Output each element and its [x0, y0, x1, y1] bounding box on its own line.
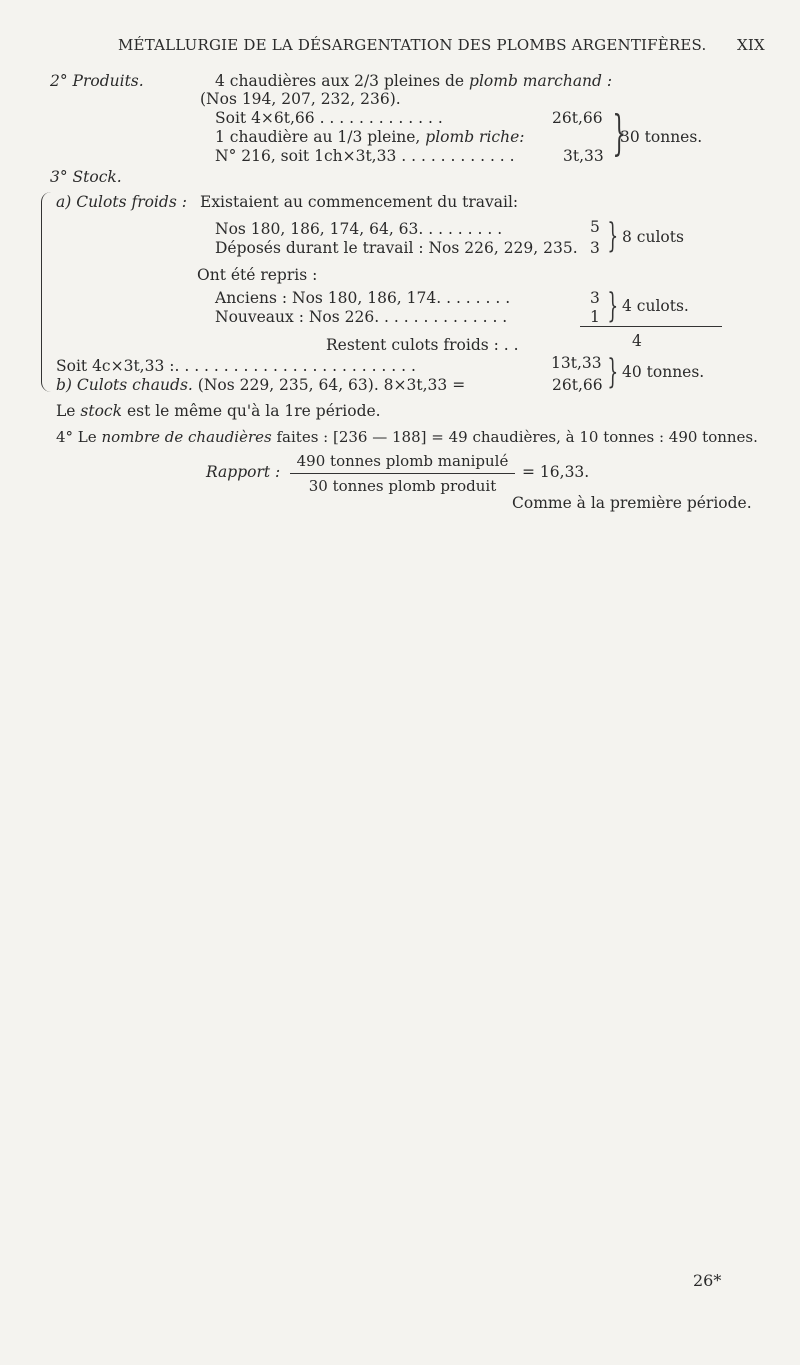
- rapport-numerator: 490 tonnes plomb manipulé: [296, 452, 509, 470]
- products-line3: Soit 4×6t,66 . . . . . . . . . . . . .: [215, 109, 443, 127]
- hot-value: 26t,66: [552, 376, 603, 394]
- stock-note-italic: stock: [80, 402, 122, 420]
- cold-row2-value: 3: [590, 239, 600, 257]
- stock-note: [56, 402, 381, 420]
- products-line5: N° 216, soit 1ch×3t,33 . . . . . . . . . . . .: [215, 147, 515, 165]
- hot-culots-line: [56, 376, 465, 394]
- group3-brace: }: [607, 352, 619, 392]
- stock-note-pre: Le: [56, 402, 76, 420]
- stock-left-brace: [41, 192, 52, 392]
- soit-line: Soit 4c×3t,33 :. . . . . . . . . . . . . . . . . . . . . . . . .: [56, 357, 416, 375]
- cold-row3-value: 3: [590, 289, 600, 307]
- fraction-bar: [290, 473, 515, 474]
- boilers-line: [56, 428, 758, 446]
- products-brace: }: [612, 105, 627, 161]
- cold-row1: Nos 180, 186, 174, 64, 63. . . . . . . . .: [215, 220, 503, 238]
- section-products-label: 2° Produits.: [50, 72, 144, 90]
- hot-culots-detail: (Nos 229, 235, 64, 63). 8×3t,33 =: [197, 376, 466, 394]
- products-line4-text: 1 chaudière au 1/3 pleine,: [215, 128, 421, 146]
- subtraction-rule: [580, 326, 722, 327]
- products-line3-value: 26t,66: [552, 109, 603, 127]
- group2-total: 4 culots.: [622, 297, 689, 315]
- products-line4-italic: plomb riche:: [425, 128, 525, 146]
- hot-culots-label: b) Culots chauds.: [56, 376, 193, 394]
- boilers-pre: 4° Le: [56, 428, 97, 446]
- cold-row3: Anciens : Nos 180, 186, 174. . . . . . . .: [215, 289, 511, 307]
- cold-row2: Déposés durant le travail : Nos 226, 229, 235.: [215, 239, 578, 257]
- products-line5-value: 3t,33: [563, 147, 604, 165]
- section-stock-label: 3° Stock.: [50, 168, 122, 186]
- restent-value: 4: [632, 332, 642, 350]
- soit-value: 13t,33: [551, 354, 602, 372]
- products-line1-italic: plomb marchand :: [469, 72, 613, 90]
- restent-label: Restent culots froids : . .: [326, 336, 519, 354]
- running-header: MÉTALLURGIE DE LA DÉSARGENTATION DES PLOMBS ARGENTIFÈRES.: [118, 36, 707, 54]
- rapport-label: Rapport :: [206, 463, 281, 481]
- repris-label: Ont été repris :: [197, 266, 318, 284]
- group3-total: 40 tonnes.: [622, 363, 705, 381]
- boilers-italic: nombre de chaudières: [101, 428, 272, 446]
- rapport-denominator: 30 tonnes plomb produit: [308, 477, 497, 495]
- signature-mark: 26*: [693, 1271, 722, 1290]
- products-total: 30 tonnes.: [620, 128, 703, 146]
- group1-brace: }: [607, 216, 619, 256]
- page-number: XIX: [737, 36, 765, 54]
- boilers-post: faites : [236 — 188] = 49 chaudières, à 10 tonnes : 490 tonnes.: [276, 428, 758, 446]
- cold-culots-label: a) Culots froids :: [56, 193, 187, 211]
- comparison-note: Comme à la première période.: [512, 494, 752, 512]
- cold-culots-intro: Existaient au commencement du travail:: [200, 193, 519, 211]
- products-line4: [215, 128, 524, 146]
- products-line1-text: 4 chaudières aux 2/3 pleines de: [215, 72, 465, 90]
- cold-row4-value: 1: [590, 308, 600, 326]
- products-line1: [215, 72, 612, 90]
- rapport-result: = 16,33.: [522, 463, 590, 481]
- products-line2: (Nos 194, 207, 232, 236).: [200, 90, 401, 108]
- group1-total: 8 culots: [622, 228, 684, 246]
- cold-row1-value: 5: [590, 218, 600, 236]
- group2-brace: }: [607, 286, 619, 326]
- cold-row4: Nouveaux : Nos 226. . . . . . . . . . . . . .: [215, 308, 508, 326]
- stock-note-post: est le même qu'à la 1re période.: [126, 402, 381, 420]
